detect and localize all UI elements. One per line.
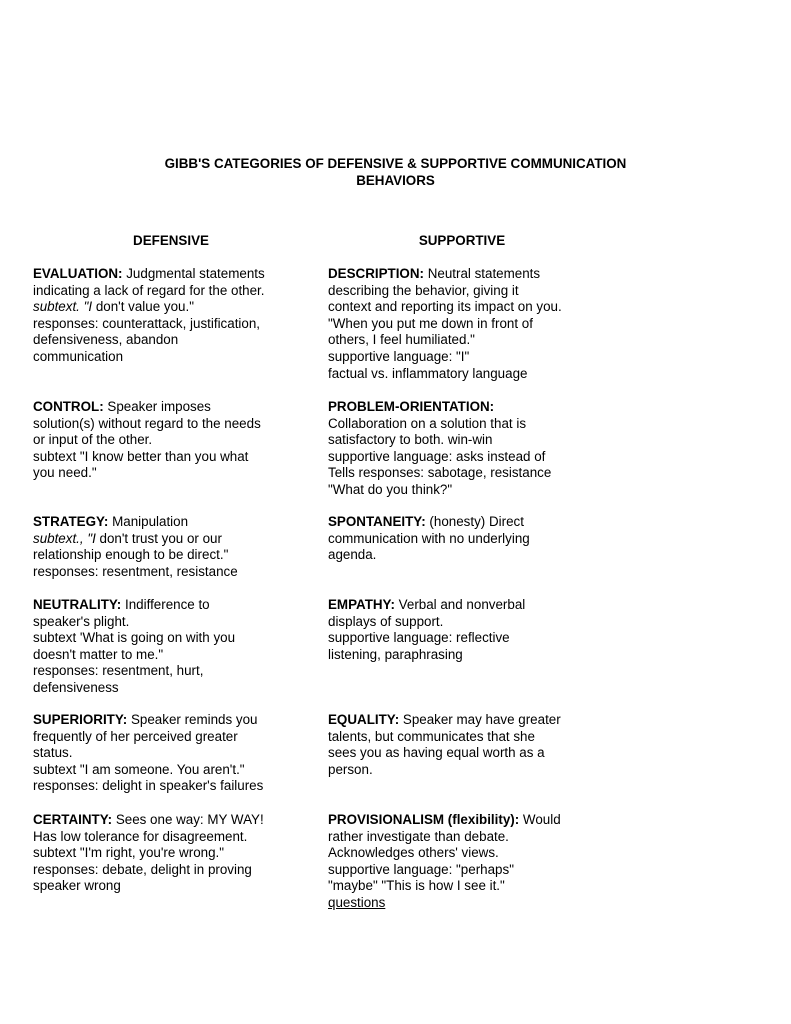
strategy-subtext: don't trust you or our xyxy=(95,530,222,546)
evaluation-subtext: don't value you." xyxy=(92,299,194,315)
equality-line-1: Speaker may have greater xyxy=(399,712,561,727)
problem-orientation-block xyxy=(328,399,551,499)
neutrality-line-1: Indifference to xyxy=(121,597,210,612)
certainty-line-4: responses: debate, delight in proving xyxy=(33,861,252,877)
provisionalism-line-6: questions xyxy=(328,894,386,910)
neutrality-line-2: speaker's plight. xyxy=(33,613,130,629)
provisionalism-term: PROVISIONALISM (flexibility): xyxy=(328,812,520,827)
supportive-column-header: SUPPORTIVE xyxy=(418,233,506,248)
superiority-block xyxy=(33,712,263,795)
control-block xyxy=(33,399,261,482)
description-term: DESCRIPTION: xyxy=(328,266,424,281)
control-line-2: solution(s) without regard to the needs xyxy=(33,415,261,431)
strategy-line-3: relationship enough to be direct." xyxy=(33,547,229,563)
neutrality-line-5: responses: resentment, hurt, xyxy=(33,663,204,679)
problem-orientation-line-4: Tells responses: sabotage, resistance xyxy=(328,465,552,481)
spontaneity-line-2: communication with no underlying xyxy=(328,530,530,546)
certainty-block xyxy=(33,812,264,895)
spontaneity-line-1: (honesty) Direct xyxy=(425,514,524,529)
title-line-1: GIBB'S CATEGORIES OF DEFENSIVE & SUPPORTIVE COMMUNICATION xyxy=(164,156,627,171)
spontaneity-term: SPONTANEITY: xyxy=(328,514,426,529)
defensive-column-header: DEFENSIVE xyxy=(133,233,209,248)
strategy-line-1: Manipulation xyxy=(108,514,189,529)
equality-line-2: talents, but communicates that she xyxy=(328,728,535,744)
problem-orientation-line-5: "What do you think?" xyxy=(328,481,453,497)
description-line-2: describing the behavior, giving it xyxy=(328,282,519,298)
neutrality-line-4: doesn't matter to me." xyxy=(33,646,164,662)
provisionalism-line-3: Acknowledges others' views. xyxy=(328,845,499,861)
superiority-line-5: responses: delight in speaker's failures xyxy=(33,778,264,794)
equality-term: EQUALITY: xyxy=(328,712,400,727)
neutrality-block xyxy=(33,597,235,697)
problem-orientation-line-3: supportive language: asks instead of xyxy=(328,448,546,464)
neutrality-term: NEUTRALITY: xyxy=(33,597,122,612)
control-line-4: subtext "I know better than you what xyxy=(33,448,249,464)
strategy-line-4: responses: resentment, resistance xyxy=(33,563,238,579)
superiority-line-2: frequently of her perceived greater xyxy=(33,728,238,744)
evaluation-term: EVALUATION: xyxy=(33,266,123,281)
spontaneity-line-3: agenda. xyxy=(328,547,377,563)
spontaneity-block xyxy=(328,514,530,564)
neutrality-line-3: subtext 'What is going on with you xyxy=(33,630,236,646)
empathy-block xyxy=(328,597,525,663)
title-line-2: BEHAVIORS xyxy=(356,172,435,188)
problem-orientation-line-2: satisfactory to both. win-win xyxy=(328,432,493,448)
description-line-1: Neutral statements xyxy=(423,266,541,281)
empathy-line-2: displays of support. xyxy=(328,613,444,629)
strategy-subtext-label: subtext., "I xyxy=(33,530,96,546)
strategy-term: STRATEGY: xyxy=(33,514,109,529)
evaluation-line-4: responses: counterattack, justification, xyxy=(33,315,261,331)
evaluation-line-2: indicating a lack of regard for the other. xyxy=(33,282,265,298)
equality-line-4: person. xyxy=(328,761,373,777)
evaluation-line-6: communication xyxy=(33,348,124,364)
problem-orientation-term: PROBLEM-ORIENTATION: xyxy=(328,399,495,414)
superiority-line-3: status. xyxy=(33,745,73,761)
empathy-term: EMPATHY: xyxy=(328,597,395,612)
empathy-line-4: listening, paraphrasing xyxy=(328,646,463,662)
provisionalism-line-4: supportive language: "perhaps" xyxy=(328,861,514,877)
description-line-3: context and reporting its impact on you. xyxy=(328,299,562,315)
equality-line-3: sees you as having equal worth as a xyxy=(328,745,545,761)
evaluation-block xyxy=(33,266,265,366)
empathy-line-1: Verbal and nonverbal xyxy=(394,597,526,612)
superiority-term: SUPERIORITY: xyxy=(33,712,128,727)
evaluation-line-5: defensiveness, abandon xyxy=(33,332,179,348)
certainty-line-3: subtext "I'm right, you're wrong." xyxy=(33,845,225,861)
certainty-line-1: Sees one way: MY WAY! xyxy=(112,812,264,827)
provisionalism-block xyxy=(328,812,561,912)
control-line-5: you need." xyxy=(33,465,97,481)
description-line-5: others, I feel humiliated." xyxy=(328,332,475,348)
description-block xyxy=(328,266,562,382)
control-line-3: or input of the other. xyxy=(33,432,153,448)
provisionalism-line-1: Would xyxy=(519,812,561,827)
empathy-line-3: supportive language: reflective xyxy=(328,630,510,646)
certainty-line-5: speaker wrong xyxy=(33,878,121,894)
neutrality-line-6: defensiveness xyxy=(33,679,119,695)
description-line-7: factual vs. inflammatory language xyxy=(328,365,528,381)
evaluation-subtext-label: subtext. "I xyxy=(33,299,93,315)
description-line-6: supportive language: "I" xyxy=(328,348,470,364)
superiority-line-4: subtext "I am someone. You aren't." xyxy=(33,761,245,777)
control-line-1: Speaker imposes xyxy=(103,399,211,414)
description-line-4: "When you put me down in front of xyxy=(328,315,533,331)
superiority-line-1: Speaker reminds you xyxy=(127,712,258,727)
provisionalism-line-2: rather investigate than debate. xyxy=(328,828,509,844)
equality-block xyxy=(328,712,561,778)
control-term: CONTROL: xyxy=(33,399,104,414)
certainty-line-2: Has low tolerance for disagreement. xyxy=(33,828,248,844)
strategy-block xyxy=(33,514,238,580)
evaluation-line-1: Judgmental statements xyxy=(122,266,265,281)
provisionalism-line-5: "maybe" "This is how I see it." xyxy=(328,878,505,894)
page-title xyxy=(0,155,791,188)
certainty-term: CERTAINTY: xyxy=(33,812,113,827)
problem-orientation-line-1: Collaboration on a solution that is xyxy=(328,415,527,431)
